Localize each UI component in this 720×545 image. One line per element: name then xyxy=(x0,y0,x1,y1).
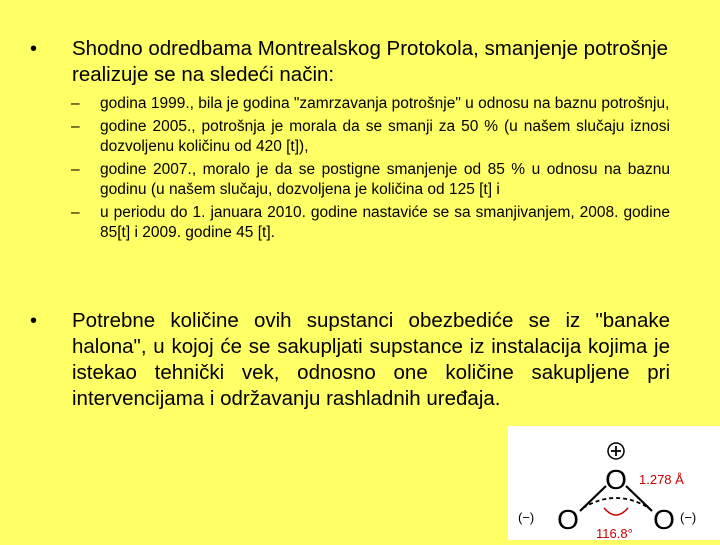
bullet-text: Shodno odredbama Montrealskog Protokola, smanjenje potrošnje realizuje se na sledeći način: xyxy=(72,37,669,86)
bullet-montreal-protocol xyxy=(30,36,670,88)
ozone-molecule-diagram xyxy=(508,426,720,540)
subitem-2005 xyxy=(71,117,670,157)
angle-arc xyxy=(604,508,628,515)
bullet-halon-bank xyxy=(30,308,670,412)
dash-marker: – xyxy=(71,204,80,221)
bond-angle-label: 116.8° xyxy=(596,526,633,540)
subitem-list xyxy=(71,94,670,246)
subitem-2010 xyxy=(71,203,670,243)
ozone-structure-svg xyxy=(508,426,720,540)
left-negative-charge: (−) xyxy=(518,510,535,525)
subitem-text: godine 2005., potrošnja je morala da se smanji za 50 % (u našem slučaju iznosi dozvoljenu količinu od 420 [t]), xyxy=(100,118,670,155)
atom-left-o: O xyxy=(557,504,579,535)
dash-marker: – xyxy=(71,161,80,178)
right-negative-charge: (−) xyxy=(680,510,697,525)
bullet-text: Potrebne količine ovih supstanci obezbediće se iz "banake halona", u kojoj će se sakupljati supstance iz instalacija kojima je istekao tehnički vek, odnosno one količine sakupljene pri intervencijama i održavanju rashladnih uređaja. xyxy=(72,309,670,410)
subitem-1999 xyxy=(71,94,670,114)
dash-marker: – xyxy=(71,118,80,135)
bond-right xyxy=(626,486,652,511)
subitem-text: godine 2007., moralo je da se postigne smanjenje od 85 % u odnosu na baznu godinu (u našem slučaju, dozvoljena je količina od 125 [t] i xyxy=(100,161,670,198)
atom-right-o: O xyxy=(653,504,675,535)
atom-center-o: O xyxy=(605,464,627,495)
bullet-marker: • xyxy=(30,310,38,332)
subitem-2007 xyxy=(71,160,670,200)
dash-marker: – xyxy=(71,95,80,112)
subitem-text: u periodu do 1. januara 2010. godine nastaviće se sa smanjivanjem, 2008. godine 85[t] i 2009. godine 45 [t]. xyxy=(100,204,670,241)
bullet-marker: • xyxy=(30,38,38,60)
subitem-text: godina 1999., bila je godina "zamrzavanja potrošnje" u odnosu na baznu potrošnju, xyxy=(100,95,670,112)
bond-length-label: 1.278 Å xyxy=(639,472,684,487)
